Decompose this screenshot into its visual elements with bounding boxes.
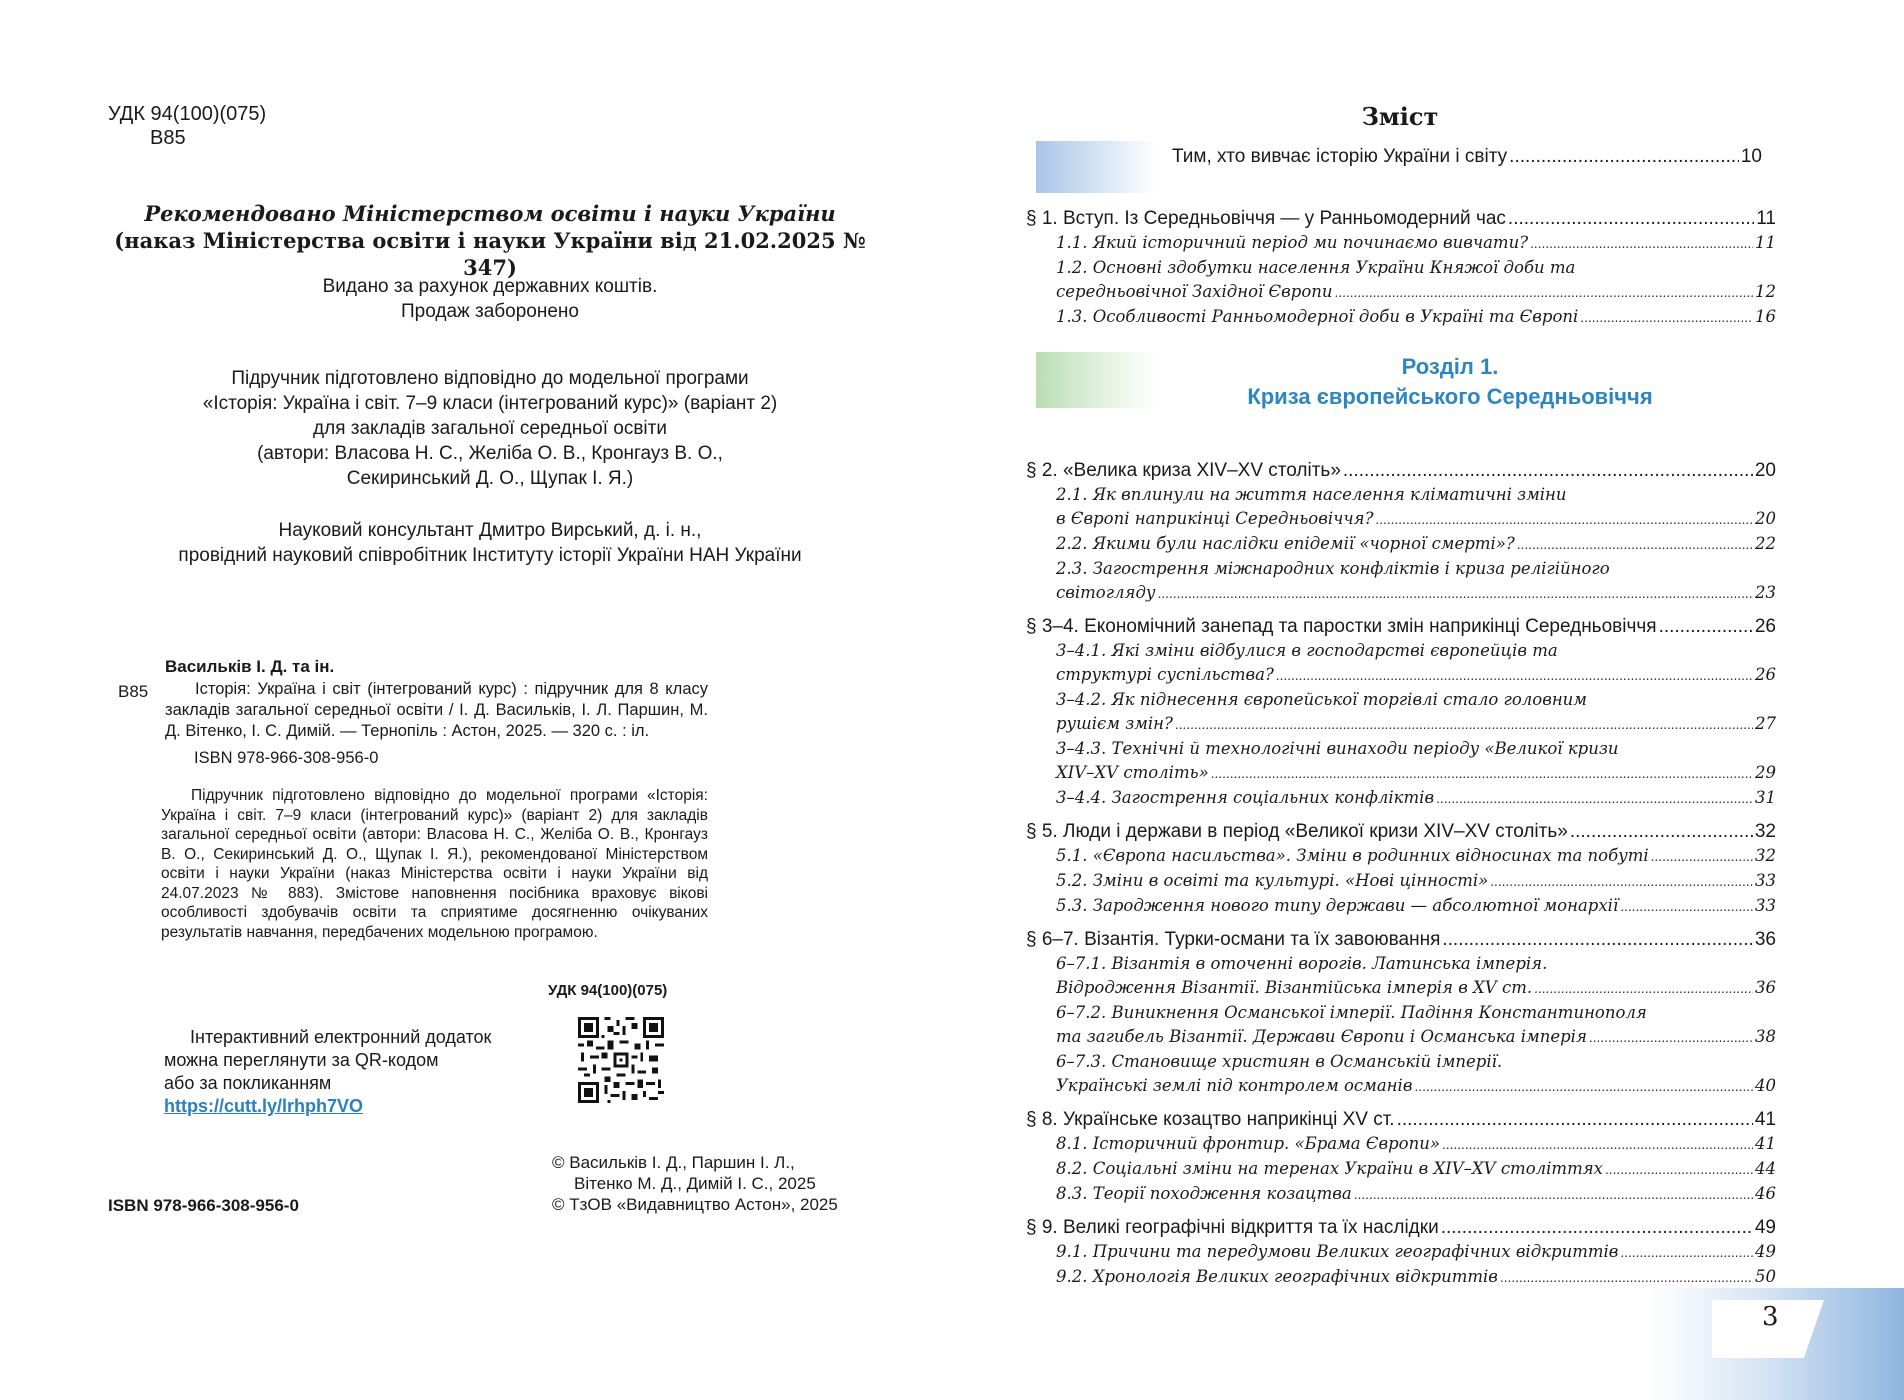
toc-subentry-line: світогляду: [1056, 583, 1156, 602]
approval-line-2: (наказ Міністерства освіти і науки України від 21.02.2025 № 347): [114, 228, 866, 280]
catalog-isbn: ISBN 978-966-308-956-0: [194, 749, 379, 767]
toc-paragraph-entry[interactable]: [1026, 1215, 1776, 1240]
qr-code-icon[interactable]: [578, 1017, 664, 1103]
toc-paragraph-page: 32: [1754, 821, 1776, 842]
toc-leader: [1442, 927, 1753, 952]
toc-paragraph-page: 41: [1754, 1109, 1776, 1130]
toc-subentry-line: в Європі наприкінці Середньовіччя?: [1056, 509, 1374, 528]
toc-paragraph: [1026, 819, 1776, 919]
toc-subentry-line: Відродження Візантії. Візантійська імперія в XV ст.: [1056, 978, 1533, 997]
toc-subentry-page: 36: [1755, 978, 1776, 997]
consultant-block: [110, 518, 870, 568]
isbn-bottom: ISBN 978-966-308-956-0: [108, 1196, 299, 1215]
toc-subentry-line: 1.2. Основні здобутки населення України Княжої доби та: [1056, 258, 1576, 277]
toc-leader: [1570, 819, 1753, 844]
interactive-line-3: або за покликанням: [164, 1073, 332, 1093]
toc-subentry[interactable]: [1026, 305, 1776, 330]
toc-subentry-line: рушієм змін?: [1056, 714, 1173, 733]
toc-paragraph: [1026, 458, 1776, 606]
section-color-band: [1036, 352, 1156, 408]
toc-paragraph-page: 36: [1754, 929, 1776, 950]
toc-subentry[interactable]: [1026, 1050, 1776, 1099]
toc-subentry-page: 29: [1755, 763, 1776, 782]
toc-paragraph-title: § 8. Українське козацтво наприкінці XV ст.: [1026, 1109, 1395, 1130]
toc-subentry-line: 3–4.4. Загострення соціальних конфліктів: [1056, 788, 1435, 807]
toc-subentry[interactable]: [1026, 256, 1776, 305]
toc-paragraph: [1026, 206, 1776, 330]
consultant-line-2: провідний науковий співробітник Інституту історії України НАН України: [178, 545, 802, 566]
toc-subentry-line: 6–7.2. Виникнення Османської імперії. Падіння Константинополя: [1056, 1003, 1647, 1022]
toc-subentry[interactable]: [1026, 557, 1776, 606]
toc-subentry-line: 5.1. «Європа насильства». Зміни в родинних відносинах та побуті: [1056, 846, 1649, 865]
toc-paragraph-entry[interactable]: [1026, 1107, 1776, 1132]
toc-intro-text: Тим, хто вивчає історію України і світу: [1172, 146, 1508, 167]
toc-leader: [1620, 894, 1753, 919]
toc-subentry-page: 31: [1755, 788, 1776, 807]
toc-subentry-page: 38: [1755, 1027, 1776, 1046]
catalog-udk: УДК 94(100)(075): [548, 982, 668, 999]
toc-subentry-page: 40: [1755, 1076, 1776, 1095]
funding-block: [110, 274, 870, 324]
catalog-code: В85: [118, 682, 149, 701]
program-line: Секиринський Д. О., Щупак І. Я.): [346, 468, 634, 489]
toc-subentry-line: 3–4.3. Технічні й технологічні винаходи періоду «Великої кризи: [1056, 739, 1619, 758]
toc-paragraph: [1026, 927, 1776, 1099]
toc-leader: [1354, 1182, 1753, 1207]
toc-subentry-page: 41: [1755, 1134, 1776, 1153]
toc-paragraph: [1026, 614, 1776, 811]
toc-leader: [1175, 712, 1753, 737]
toc-paragraph-entry[interactable]: [1026, 819, 1776, 844]
program-line: для закладів загальної середньої освіти: [313, 418, 667, 439]
section-title-line-2: Криза європейського Середньовіччя: [1247, 384, 1653, 409]
toc-leader: [1580, 305, 1753, 330]
toc-subentry-page: 49: [1755, 1242, 1776, 1261]
toc-intro-page: 10: [1740, 146, 1762, 167]
toc-subentry[interactable]: [1026, 1240, 1776, 1265]
catalog-description: Історія: Україна і світ (інтегрований курс) : підручник для 8 класу закладів загальної середньої освіти / І. Д. Васильків, І. Л. Паршин, М. Д. Вітенко, І. С. Димій. — Тернопіль : Астон, 2025. — 320 с. : іл.: [165, 680, 708, 740]
toc-subentry-line: Українські землі під контролем османів: [1056, 1076, 1413, 1095]
toc-leader: [1343, 458, 1753, 483]
toc-leader: [1534, 976, 1753, 1001]
toc-leader: [1530, 231, 1753, 256]
approval-block: [110, 200, 870, 281]
toc-subentry-line: 3–4.1. Які зміни відбулися в господарстві європейців та: [1056, 641, 1558, 660]
toc-subentry[interactable]: [1026, 894, 1776, 919]
toc-leader: [1441, 1215, 1753, 1240]
page-number: 3: [1762, 1302, 1779, 1332]
toc-subentry[interactable]: [1026, 844, 1776, 869]
toc-subentry-line: 1.3. Особливості Ранньомодерної доби в Україні та Європі: [1056, 307, 1579, 326]
toc-leader: [1414, 1074, 1753, 1099]
toc-paragraph-page: 11: [1756, 208, 1776, 229]
copyright-line-3: © ТзОВ «Видавництво Астон», 2025: [552, 1195, 838, 1214]
toc-leader: [1490, 869, 1753, 894]
toc-subentry[interactable]: [1026, 786, 1776, 811]
toc-paragraph: [1026, 1215, 1776, 1290]
toc-leader: [1509, 146, 1739, 168]
toc-subentry[interactable]: [1026, 532, 1776, 557]
toc-subentry[interactable]: [1026, 1265, 1776, 1290]
udk-code: В85: [150, 127, 186, 149]
copyright-block: [552, 1152, 838, 1215]
section-title: [1150, 352, 1750, 412]
toc-subentry-line: 8.1. Історичний фронтир. «Брама Європи»: [1056, 1134, 1440, 1153]
toc-subentry[interactable]: [1026, 639, 1776, 688]
toc-subentry-page: 32: [1755, 846, 1776, 865]
interactive-block: [164, 1026, 524, 1118]
toc-subentry-line: 8.2. Соціальні зміни на теренах України в XIV–XV століттях: [1056, 1159, 1603, 1178]
toc-title: Зміст: [1361, 102, 1439, 131]
toc-subentry-page: 26: [1755, 665, 1776, 684]
toc-subentry-page: 16: [1755, 307, 1776, 326]
toc-paragraph-entry[interactable]: [1026, 614, 1776, 639]
interactive-line-2: можна переглянути за QR-кодом: [164, 1050, 439, 1070]
toc-subentry-line: 8.3. Теорії походження козацтва: [1056, 1184, 1352, 1203]
toc-subentry-line: 9.1. Причини та передумови Великих географічних відкриттів: [1056, 1242, 1619, 1261]
toc-leader: [1589, 1025, 1753, 1050]
program-line: Підручник підготовлено відповідно до модельної програми: [231, 368, 749, 389]
consultant-line-1: Науковий консультант Дмитро Вирський, д. і. н.,: [278, 520, 702, 541]
toc-paragraph-title: § 9. Великі географічні відкриття та їх наслідки: [1026, 1217, 1439, 1238]
toc-subentry-line: 3–4.2. Як піднесення європейської торгівлі стало головним: [1056, 690, 1587, 709]
toc-leader: [1397, 1107, 1753, 1132]
toc-paragraph-title: § 3–4. Економічний занепад та паростки змін наприкінці Середньовіччя: [1026, 616, 1657, 637]
toc-subentry[interactable]: [1026, 1132, 1776, 1157]
toc-subentry[interactable]: [1026, 231, 1776, 256]
copyright-line-1: © Васильків І. Д., Паршин І. Л.,: [552, 1153, 795, 1172]
toc-subentry[interactable]: [1026, 688, 1776, 737]
toc-leader: [1276, 663, 1753, 688]
toc-subentry-page: 23: [1755, 583, 1776, 602]
toc-paragraph-entry[interactable]: [1026, 927, 1776, 952]
toc-paragraph-entry[interactable]: [1026, 206, 1776, 231]
toc-paragraph-page: 26: [1754, 616, 1776, 637]
toc-subentry-page: 33: [1755, 896, 1776, 915]
toc-subentry-page: 20: [1755, 509, 1776, 528]
toc-leader: [1442, 1132, 1753, 1157]
toc-subentry[interactable]: [1026, 952, 1776, 1001]
toc-paragraph: [1026, 1107, 1776, 1207]
toc-subentry[interactable]: [1026, 483, 1776, 532]
toc-subentry-line: 5.2. Зміни в освіті та культурі. «Нові цінності»: [1056, 871, 1489, 890]
funding-line-2: Продаж заборонено: [401, 301, 579, 322]
toc-leader: [1158, 581, 1754, 606]
catalog-annotation: Підручник підготовлено відповідно до модельної програми «Історія: Україна і світ. 7–9 класи (інтегрований курс)» (варіант 2) для закладів загальної середньої освіти (автори: Власова Н. С., Желіба О. В., Кронгауз В. О., Секиринський Д. О., Щупак І. Я.), рекомендованої Міністерством освіти і науки України (наказ Міністерства освіти і науки України від 24.07.2023 № 883). Змістове наповнення посібника враховує вікові особливості здобувачів освіти та сприятиме досягненню очікуваних результатів навчання, передбачених модельною програмою.: [161, 787, 708, 941]
interactive-link[interactable]: https://cutt.ly/lrhph7VO: [164, 1096, 364, 1116]
program-block: [110, 366, 870, 491]
toc-leader: [1517, 532, 1753, 557]
toc-subentry-page: 11: [1755, 233, 1776, 252]
toc-leader: [1605, 1157, 1753, 1182]
toc-paragraph-page: 49: [1754, 1217, 1776, 1238]
catalog-card: [118, 656, 708, 942]
udk-block: [108, 102, 266, 150]
toc-subentry-page: 27: [1755, 714, 1776, 733]
toc-subentry-page: 33: [1755, 871, 1776, 890]
toc-subentry-line: середньовічної Західної Європи: [1056, 282, 1333, 301]
toc-subentry[interactable]: [1026, 1182, 1776, 1207]
toc-subentry-page: 50: [1755, 1267, 1776, 1286]
section-title-line-1: Розділ 1.: [1401, 354, 1499, 379]
toc-subentry-page: 44: [1755, 1159, 1776, 1178]
funding-line-1: Видано за рахунок державних коштів.: [322, 276, 658, 297]
toc-subentry-page: 22: [1755, 534, 1776, 553]
toc-leader: [1375, 507, 1753, 532]
toc-leader: [1508, 206, 1754, 231]
toc-subentry-line: структурі суспільства?: [1056, 665, 1274, 684]
toc-subentry-line: 2.1. Як вплинули на життя населення кліматичні зміни: [1056, 485, 1567, 504]
toc-leader: [1436, 786, 1753, 811]
toc-subentry-line: 5.3. Зародження нового типу держави — абсолютної монархії: [1056, 896, 1619, 915]
toc-subentry-page: 46: [1755, 1184, 1776, 1203]
toc-subentry[interactable]: [1026, 869, 1776, 894]
toc-leader: [1651, 844, 1753, 869]
toc-leader: [1620, 1240, 1753, 1265]
toc-subentry[interactable]: [1026, 1001, 1776, 1050]
toc-subentry[interactable]: [1026, 1157, 1776, 1182]
copyright-line-2: Вітенко М. Д., Димій І. С., 2025: [574, 1174, 816, 1193]
toc-subentry-line: 6–7.1. Візантія в оточенні ворогів. Латинська імперія.: [1056, 954, 1548, 973]
toc-paragraph-title: § 6–7. Візантія. Турки-османи та їх завоювання: [1026, 929, 1441, 950]
toc-intro-entry[interactable]: [1172, 146, 1762, 168]
toc-paragraph-title: § 5. Люди і держави в період «Великої кризи XIV–XV століть»: [1026, 821, 1568, 842]
toc-subentry-page: 12: [1755, 282, 1776, 301]
intro-color-band: [1036, 141, 1156, 193]
toc-leader: [1500, 1265, 1753, 1290]
toc-subentry-line: та загибель Візантії. Держави Європи і Османська імперія: [1056, 1027, 1587, 1046]
toc-paragraph-title: § 2. «Велика криза XIV–XV століть»: [1026, 460, 1341, 481]
toc-subentry-line: 2.3. Загострення міжнародних конфліктів і криза релігійного: [1056, 559, 1610, 578]
toc-subentry-line: 6–7.3. Становище християн в Османській імперії.: [1056, 1052, 1503, 1071]
approval-line-1: Рекомендовано Міністерством освіти і науки України: [144, 201, 836, 226]
toc-paragraph-title: § 1. Вступ. Із Середньовіччя — у Ранньомодерний час: [1026, 208, 1506, 229]
toc-subentry-line: 2.2. Якими були наслідки епідемії «чорної смерті»?: [1056, 534, 1515, 553]
interactive-line-1: Інтерактивний електронний додаток: [190, 1027, 492, 1047]
udk-label: УДК 94(100)(075): [108, 103, 267, 125]
toc-subentry-line: 9.2. Хронологія Великих географічних відкриттів: [1056, 1267, 1498, 1286]
catalog-author: Васильків І. Д. та ін.: [165, 657, 335, 676]
toc-paragraph-entry[interactable]: [1026, 458, 1776, 483]
toc-leader: [1335, 280, 1753, 305]
toc-subentry[interactable]: [1026, 737, 1776, 786]
toc-paragraph-page: 20: [1754, 460, 1776, 481]
toc-leader: [1211, 761, 1753, 786]
toc-subentry-line: XIV–XV століть»: [1056, 763, 1209, 782]
toc-subentry-line: 1.1. Який історичний період ми починаємо вивчати?: [1056, 233, 1529, 252]
program-line: «Історія: Україна і світ. 7–9 класи (інтегрований курс)» (варіант 2): [202, 393, 778, 414]
toc-leader: [1659, 614, 1753, 639]
program-line: (автори: Власова Н. С., Желіба О. В., Кронгауз В. О.,: [257, 443, 723, 464]
